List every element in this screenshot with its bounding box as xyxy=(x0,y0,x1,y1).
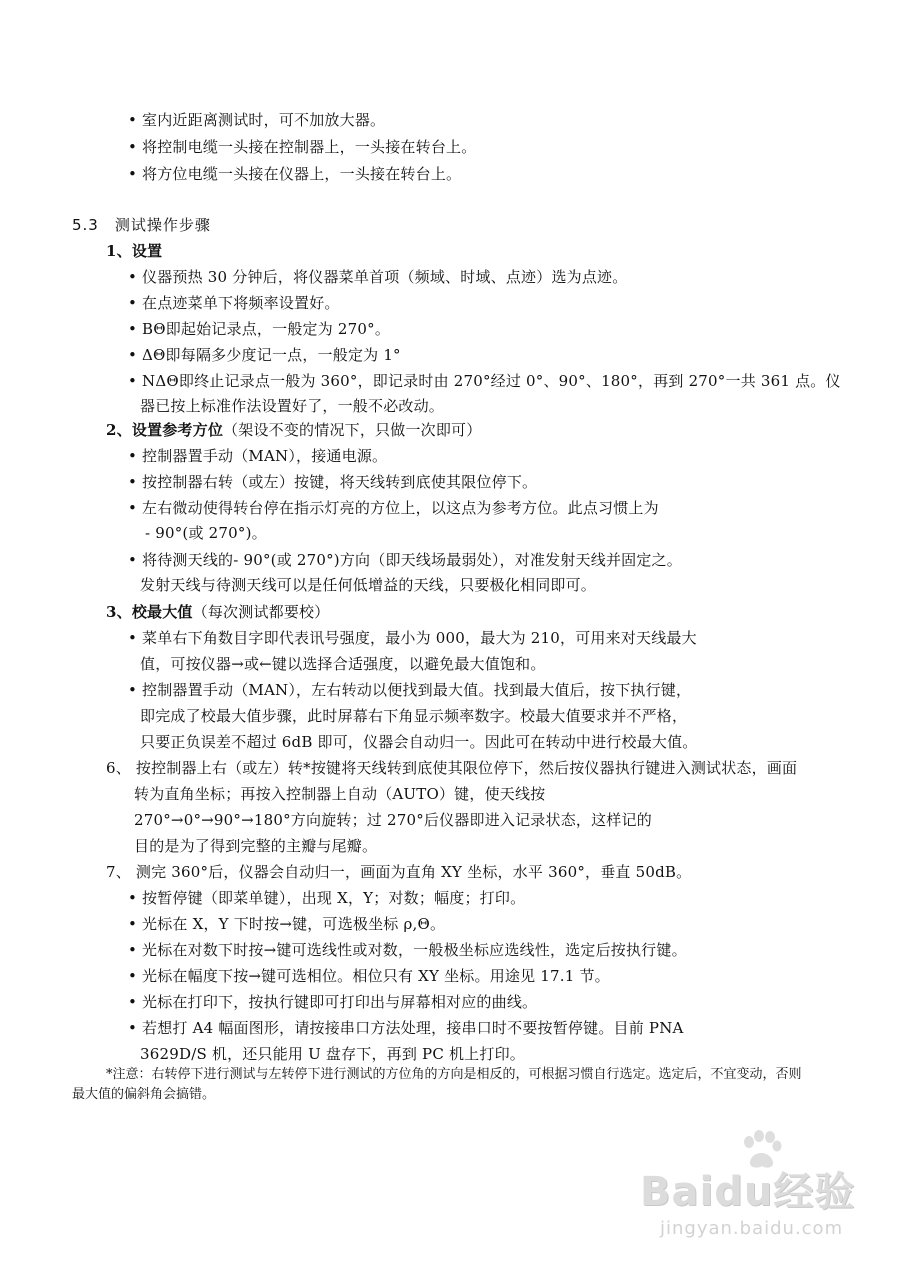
step-note: （架设不变的情况下，只做一次即可） xyxy=(223,421,482,439)
bullet-line: • 在点迹菜单下将频率设置好。 xyxy=(128,294,340,312)
bullet-line: • 光标在幅度下按→键可选相位。相位只有 XY 坐标。用途见 17.1 节。 xyxy=(128,967,610,985)
bullet-line: • 光标在对数下时按→键可选线性或对数，一般极坐标应选线性，选定后按执行键。 xyxy=(128,941,687,959)
continuation-line: 发射天线与待测天线可以是任何低增益的天线，只要极化相同即可。 xyxy=(140,576,597,594)
continuation-line: 270°→0°→90°→180°方向旋转；过 270°后仪器即进入记录状态，这样记的 xyxy=(134,811,652,829)
bullet-line: • 室内近距离测试时，可不加放大器。 xyxy=(128,111,386,129)
step-line: 6、 按控制器上右（或左）转*按键将天线转到底使其限位停下，然后按仪器执行键进入测试状态，画面 xyxy=(106,759,798,777)
bullet-line: • 若想打 A4 幅面图形，请按接串口方法处理，接串口时不要按暂停键。目前 PNA xyxy=(128,1019,684,1037)
continuation-line: - 90°(或 270°)。 xyxy=(145,524,267,542)
continuation-line: 转为直角坐标；再按入控制器上自动（AUTO）键，使天线按 xyxy=(134,785,546,803)
step-heading: 2、设置参考方位 xyxy=(106,421,224,439)
bullet-line: • 按控制器右转（或左）按键，将天线转到底使其限位停下。 xyxy=(128,473,538,491)
footnote-line: 最大值的偏斜角会搞错。 xyxy=(72,1087,216,1102)
step-heading-row xyxy=(106,420,481,440)
bullet-line: • 仪器预热 30 分钟后，将仪器菜单首项（频域、时域、点迹）选为点迹。 xyxy=(128,268,628,286)
step-note: （每次测试都要校） xyxy=(192,603,330,621)
footnote-line: *注意：右转停下进行测试与左转停下进行测试的方位角的方向是相反的，可根据习惯自行选定。选定后，不宜变动，否则 xyxy=(106,1067,802,1082)
bullet-line: • 将方位电缆一头接在仪器上，一头接在转台上。 xyxy=(128,165,462,183)
bullet-line: • 控制器置手动（MAN），接通电源。 xyxy=(128,447,388,465)
continuation-line: 器已按上标准作法设置好了，一般不必改动。 xyxy=(140,397,445,415)
section-heading: 5.3 测试操作步骤 xyxy=(72,216,211,234)
continuation-line: 目的是为了得到完整的主瓣与尾瓣。 xyxy=(134,837,378,855)
bullet-line: • 菜单右下角数目字即代表讯号强度，最小为 000，最大为 210，可用来对天线最大 xyxy=(128,629,697,647)
bullet-line: • 控制器置手动（MAN），左右转动以便找到最大值。找到最大值后，按下执行键， xyxy=(128,681,692,699)
bullet-line: • 将控制电缆一头接在控制器上，一头接在转台上。 xyxy=(128,138,477,156)
watermark-logo: Baidu经验 xyxy=(640,1169,856,1215)
bullet-line: • 光标在 X，Y 下时按→键，可选极坐标 ρ,Θ。 xyxy=(128,915,446,933)
step-heading: 1、设置 xyxy=(106,242,163,260)
baidu-watermark xyxy=(640,1130,890,1260)
step-line: 7、 测完 360°后，仪器会自动归一，画面为直角 XY 坐标，水平 360°，垂直 50dB。 xyxy=(106,863,692,881)
continuation-line: 值，可按仪器→或←键以选择合适强度，以避免最大值饱和。 xyxy=(140,655,546,673)
bullet-line: • 将待测天线的- 90°(或 270°)方向（即天线场最弱处），对准发射天线并固定之。 xyxy=(128,551,682,569)
watermark-url: jingyan.baidu.com xyxy=(660,1218,844,1239)
step-heading: 3、校最大值 xyxy=(106,603,193,621)
continuation-line: 3629D/S 机，还只能用 U 盘存下，再到 PC 机上打印。 xyxy=(140,1045,525,1063)
bullet-line: • ΔΘ即每隔多少度记一点，一般定为 1° xyxy=(128,346,401,364)
bullet-line: • 光标在打印下，按执行键即可打印出与屏幕相对应的曲线。 xyxy=(128,993,538,1011)
bullet-line: • BΘ即起始记录点，一般定为 270°。 xyxy=(128,320,391,338)
bullet-line: • 按暂停键（即菜单键），出现 X，Y；对数；幅度；打印。 xyxy=(128,889,526,907)
bullet-line: • NΔΘ即终止记录点一般为 360°，即记录时由 270°经过 0°、90°、180°，再到 270°一共 361 点。仪 xyxy=(128,372,841,390)
step-heading-row xyxy=(106,602,329,622)
continuation-line: 只要正负误差不超过 6dB 即可，仪器会自动归一。因此可在转动中进行校最大值。 xyxy=(140,733,698,751)
continuation-line: 即完成了校最大值步骤，此时屏幕右下角显示频率数字。校最大值要求并不严格， xyxy=(140,707,688,725)
bullet-line: • 左右微动使得转台停在指示灯亮的方位上，以这点为参考方位。此点习惯上为 xyxy=(128,499,659,517)
